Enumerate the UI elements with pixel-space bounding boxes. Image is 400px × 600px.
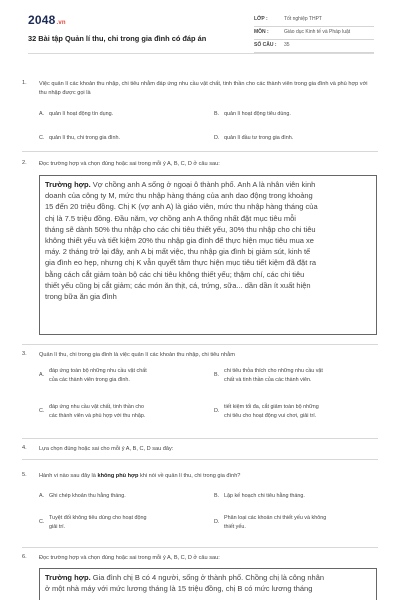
question-1 [22,80,378,150]
passage-text [45,179,318,302]
passage-line: doanh của công ty M, mức thu nhập hàng tháng của anh dao động trong khoảng [45,191,313,201]
option-letter: B. [214,372,220,378]
question-number: 1. [22,80,27,86]
meta-value: Giáo dục Kinh tế và Pháp luật [284,29,351,35]
header-divider [28,53,374,54]
question-number: 3. [22,351,27,357]
option-text: đáp ứng toàn bộ những nhu cầu vật chất của các thành viên trong gia đình. [49,368,147,383]
option-letter: A. [39,372,45,378]
option-text: quản lí đầu tư trong gia đình. [224,135,294,141]
option-letter: C. [39,135,45,141]
passage-line: máy. 2 tháng trở lại đây, anh A bị mất việc, thu nhập gia đình bị giảm sút, kinh tế [45,247,311,257]
option-text: Lập kế hoạch chi tiêu hằng tháng. [224,493,305,499]
document-meta-table [254,14,374,53]
question-2 [22,160,378,340]
passage-line: Trường hợp. Gia đình chị B có 4 người, sống ở thành phố. Chồng chị là công nhân [45,573,325,582]
question-number: 2. [22,160,27,166]
question-text: Hành vi nào sau đây là không phù hợp khi nói về quản lí thu, chi trong gia đình? [39,473,241,479]
emphasis-text: không phù hợp [97,473,139,479]
option-text: chi tiêu thỏa thích cho những nhu cầu vật chất và tinh thần của các thành viên. [224,368,323,383]
meta-key: LỚP : [254,16,268,22]
case-passage [39,568,377,600]
option-letter: D. [214,408,220,414]
question-4 [22,445,378,457]
option-letter: D. [214,519,220,525]
question-text: Việc quản lí các khoản thu nhập, chi tiêu nhằm đáp ứng nhu cầu vật chất, tinh thần cho các thành viên trong gia đình và phù hợp với thu nhập được gọi là [39,81,368,96]
meta-row-class [254,14,374,27]
passage-line: ở một nhà máy với mức lương tháng là 15 triệu đồng, chị B có mức lương tháng [45,584,313,594]
meta-value: 35 [284,42,290,48]
meta-key: SỐ CÂU : [254,42,277,48]
option-text: đáp ứng nhu cầu vật chất, tinh thần cho các thành viên và phù hợp với thu nhập. [49,404,146,419]
passage-line: tháng sẽ dành 50% thu nhập cho các chi tiêu thiết yếu, 30% thu nhập cho chi tiêu [45,224,316,234]
passage-label: Trường hợp. [45,180,91,189]
meta-key: MÔN : [254,29,269,35]
passage-text [45,572,324,594]
question-divider [22,459,378,460]
question-6 [22,554,378,600]
question-divider [22,151,378,152]
option-letter: C. [39,519,45,525]
option-letter: C. [39,408,45,414]
question-text: Đọc trường hợp và chọn đúng hoặc sai trong mỗi ý A, B, C, D ở câu sau: [39,161,220,167]
option-text: quản lí hoạt động tín dụng. [49,111,114,117]
passage-line: chị là 7.5 triệu đồng. Đầu năm, vợ chồng anh A thống nhất đặt mục tiêu mỗi [45,213,296,223]
question-text: Đọc trường hợp và chọn đúng hoặc sai trong mỗi ý A, B, C, D ở câu sau: [39,555,220,561]
option-text: quản lí thu, chi trong gia đình. [49,135,121,141]
option-text: Phân loại các khoản chi thiết yếu và không thiết yếu. [224,515,327,530]
option-letter: B. [214,111,220,117]
question-text: Quản lí thu, chi trong gia đình là việc quản lí các khoản thu nhập, chi tiêu nhằm [39,352,235,358]
option-letter: A. [39,111,45,117]
document-header [0,0,400,58]
passage-line: bằng cách cắt giảm toàn bộ các chi tiêu không thiết yếu; thậm chí, các chi tiêu [45,269,305,279]
option-text: Tuyệt đối không tiêu dùng cho hoạt động giải trí. [49,515,147,530]
meta-row-subject [254,27,374,40]
question-5 [22,472,378,542]
question-text: Lựa chọn đúng hoặc sai cho mỗi ý A, B, C, D sau đây: [39,446,174,452]
option-text: quản lí hoạt động tiêu dùng. [224,111,291,117]
option-letter: B. [214,493,220,499]
option-letter: A. [39,493,45,499]
option-text: Ghi chép khoản thu hằng tháng. [49,493,126,499]
question-divider [22,438,378,439]
case-passage [39,175,377,335]
question-divider [22,344,378,345]
question-number: 5. [22,472,27,478]
option-letter: D. [214,135,220,141]
question-number: 4. [22,445,27,451]
passage-line: không thiết yếu và tiết kiệm 20% thu nhập gia đình để thực hiện mục tiêu mua xe [45,236,314,246]
question-3 [22,351,378,433]
passage-line: gia đình eo hẹp, nhưng chị K vẫn quyết tâm thực hiện mục tiêu tiết kiệm đã đặt ra [45,258,317,268]
site-logo[interactable]: 2048.vn [28,13,66,27]
document-title: 32 Bài tập Quản lí thu, chi trong gia đình có đáp án [28,34,207,43]
meta-value: Tốt nghiệp THPT [284,16,322,22]
meta-row-question-count [254,40,374,53]
question-number: 6. [22,554,27,560]
passage-label: Trường hợp. [45,573,91,582]
option-text: tiết kiệm tối đa, cắt giảm toàn bộ những chi tiêu cho hoạt động vui chơi, giải trí. [224,404,319,419]
question-divider [22,547,378,548]
passage-line: Trường hợp. Vợ chồng anh A sống ở ngoại ô thành phố. Anh A là nhân viên kinh [45,180,316,189]
passage-line: 15 đến 20 triệu đồng. Chị K (vợ anh A) là giáo viên, mức thu nhập hàng tháng của [45,202,318,212]
passage-line: trong bữa ăn gia đình [45,292,117,302]
passage-line: thiết yếu cũng bị cắt giảm; các món ăn thịt, cá, trứng, sữa... dần dần ít xuất hiện [45,280,311,290]
